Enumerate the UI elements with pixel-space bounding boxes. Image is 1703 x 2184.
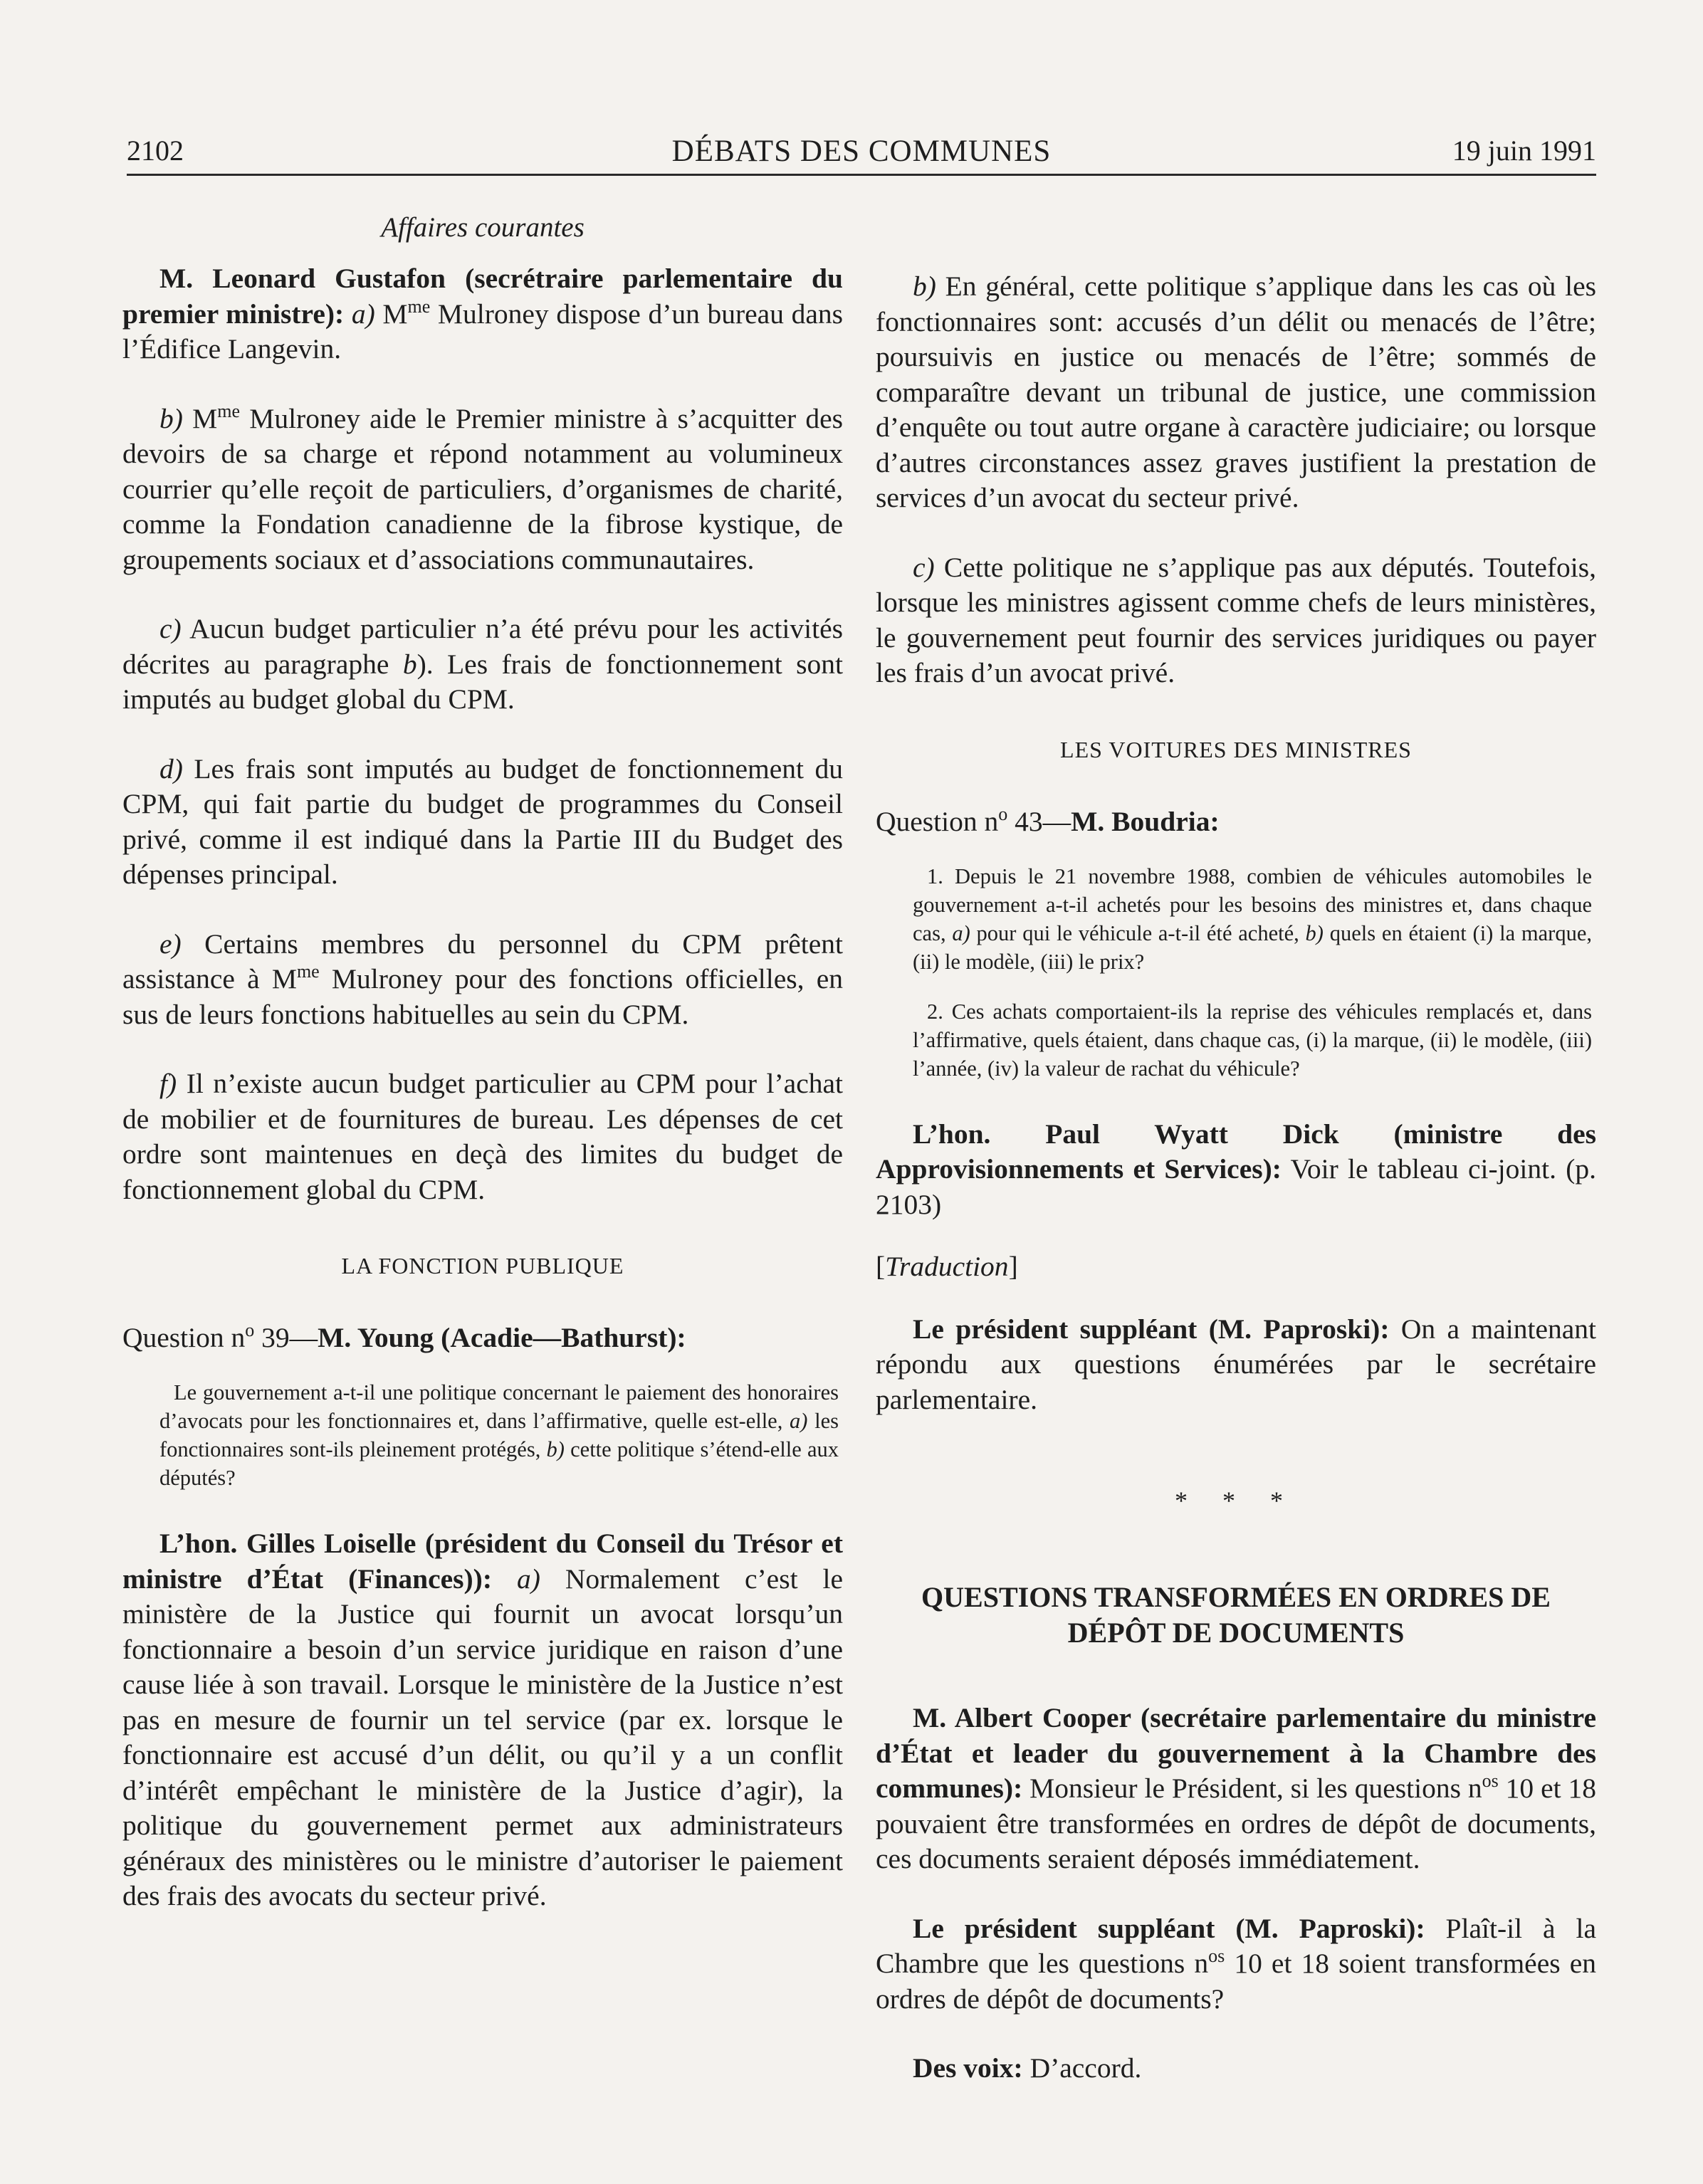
speaker-name: Le président suppléant (M. Paproski): xyxy=(913,1313,1390,1345)
paragraph-e: e) Certains membres du personnel du CPM prêtent assistance à $M^{me}$ Mulroney pour des fonctions officielles, en sus de leurs fonctions habituelles au sein du CPM. xyxy=(122,928,843,1030)
speaker-name: M. Leonard Gustafon (secrétraire parlementaire du premier ministre): xyxy=(122,263,843,330)
speaker-name: L’hon. Paul Wyatt Dick (ministre des Approvisionnements et Services): xyxy=(876,1118,1596,1185)
section-divider: * * * xyxy=(1175,1486,1297,1515)
speaker-name: L’hon. Gilles Loiselle (président du Conseil du Trésor et ministre d’État (Finances)): xyxy=(122,1528,843,1595)
answer-39: L’hon. Gilles Loiselle (président du Conseil du Trésor et ministre d’État (Finances)): a) Normalement c’est le ministère de la Justice qui fournit un avocat lorsqu’un fonctionnaire a besoin d’un service juridique en raison d’une cause liée à son travail. Lorsque le ministère de la Justice n’est pas en mesure de fournir un tel service (par ex. lorsque le fonctionnaire est accusé d’un délit, ou qu’il y a un conflit d’intérêt empêchant le ministère de la Justice d’agir), la politique du gouvernement permet aux administrateurs généraux des ministères ou le ministre d’autoriser le paiement des frais des avocats du secteur privé. xyxy=(122,1528,844,1911)
section-title: LA FONCTION PUBLIQUE xyxy=(341,1253,624,1279)
voices-statement: Des voix: D’accord. xyxy=(913,2052,1142,2084)
answer-43: L’hon. Paul Wyatt Dick (ministre des Approvisionnements et Services): Voir le tableau ci-joint. (p. 2103) xyxy=(876,1118,1597,1220)
paragraph-a: M. Leonard Gustafon (secrétraire parlementaire du premier ministre): a) $M^{me}$ Mulroney dispose d’un bureau dans l’Édifice Langevin. xyxy=(122,263,843,364)
left-column xyxy=(122,210,843,1914)
president-statement-2: Le président suppléant (M. Paproski): Plaît-il à la Chambre que les questions $n^{os}$ 10 et 18 soient transformées en ordres de dépôt de documents? xyxy=(876,1912,1596,2015)
question-43-part-1: 1. Depuis le 21 novembre 1988, combien de véhicules automobiles le gouvernement a-t-il achetés pour les besoins des ministres et, dans chaque cas, a) pour qui le véhicule a-t-il été acheté, b) quels en étaient (i) la marque, (ii) le modèle, (iii) le prix? xyxy=(913,863,1592,974)
paragraph-b-right: b) En général, cette politique s’applique dans les cas où les fonctionnaires sont: accusés d’un délit ou menacés de l’être; poursuivis en justice ou menacés de l’être; sommés de comparaître devant un tribunal de justice, une commission d’enquête ou tout autre organe à caractère judiciaire; ou lorsque d’autres circonstances assez graves justifient la prestation de services d’un avocat du secteur privé. xyxy=(876,271,1596,513)
page-date: 19 juin 1991 xyxy=(1452,135,1596,167)
page-header xyxy=(127,134,1596,177)
subheading: Affaires courantes xyxy=(381,212,585,243)
traduction-note: [Traduction] xyxy=(876,1251,1018,1282)
publication-title: DÉBATS DES COMMUNES xyxy=(671,135,1052,168)
cooper-statement: M. Albert Cooper (secrétaire parlementaire du ministre d’État et leader du gouvernement à la Chambre des communes): Monsieur le Président, si les questions $n^{os}$ 10 et 18 pouvaient être transformées en ordres de dépôt de documents, ces documents seraient déposés immédiatement. xyxy=(876,1702,1596,1874)
page-number: 2102 xyxy=(127,135,184,167)
section-title: LES VOITURES DES MINISTRES xyxy=(1060,736,1412,762)
speaker-name: Le président suppléant (M. Paproski): xyxy=(913,1912,1425,1944)
paragraph-d: d) Les frais sont imputés au budget de fonctionnement du CPM, qui fait partie du budget de programmes du Conseil privé, comme il est indiqué dans la Partie III du Budget des dépenses principal. xyxy=(122,752,843,890)
section-heading: QUESTIONS TRANSFORMÉES EN ORDRES DE DÉPÔT DE DOCUMENTS xyxy=(921,1581,1551,1649)
president-statement-1: Le président suppléant (M. Paproski): On a maintenant répondu aux questions énumérées par le secrétaire parlementaire. xyxy=(876,1313,1596,1415)
question-43-part-2: 2. Ces achats comportaient-ils la reprise des véhicules remplacés et, dans l’affirmative, quels étaient, dans chaque cas, (i) la marque, (ii) le modèle, (iii) l’année, (iv) la valeur de rachat du véhicule? xyxy=(913,999,1592,1081)
right-column xyxy=(876,269,1596,2086)
question-43: Question $n^o$ 43—M. Boudria: xyxy=(876,803,1220,837)
paragraph-c-right: c) Cette politique ne s’applique pas aux députés. Toutefois, lorsque les ministres agissent comme chefs de leurs ministères, le gouvernement peut fournir des services juridiques ou payer les frais d’un avocat privé. xyxy=(876,551,1596,688)
paragraph-f: f) Il n’existe aucun budget particulier au CPM pour l’achat de mobilier et de fournitures de bureau. Les dépenses de cet ordre sont maintenues en deçà des limites du budget de fonctionnement global du CPM. xyxy=(122,1068,843,1205)
paragraph-c: c) Aucun budget particulier n’a été prévu pour les activités décrites au paragraphe b). Les frais de fonctionnement sont imputés au budget global du CPM. xyxy=(122,613,843,715)
question-39-text: Le gouvernement a-t-il une politique concernant le paiement des honoraires d’avocats pour les fonctionnaires et, dans l’affirmative, quelle est-elle, a) les fonctionnaires sont-ils pleinement protégés, b) cette politique s’étend-elle aux députés? xyxy=(159,1380,839,1490)
speaker-name: M. Albert Cooper (secrétaire parlementaire du ministre d’État et leader du gouvernement à la Chambre des communes): xyxy=(876,1702,1596,1804)
question-39: Question $n^o$ 39—M. Young (Acadie—Bathurst): xyxy=(122,1320,686,1353)
speaker-name: Des voix: xyxy=(913,2052,1023,2084)
header-rule xyxy=(127,174,1596,176)
paragraph-b: b) $M^{me}$ Mulroney aide le Premier ministre à s’acquitter des devoirs de sa charge et répond notamment au volumineux courrier qu’elle reçoit de particuliers, d’organismes de charité, comme la Fondation canadienne de la fibrose kystique, de groupements sociaux et d’associations communautaires. xyxy=(122,400,843,575)
